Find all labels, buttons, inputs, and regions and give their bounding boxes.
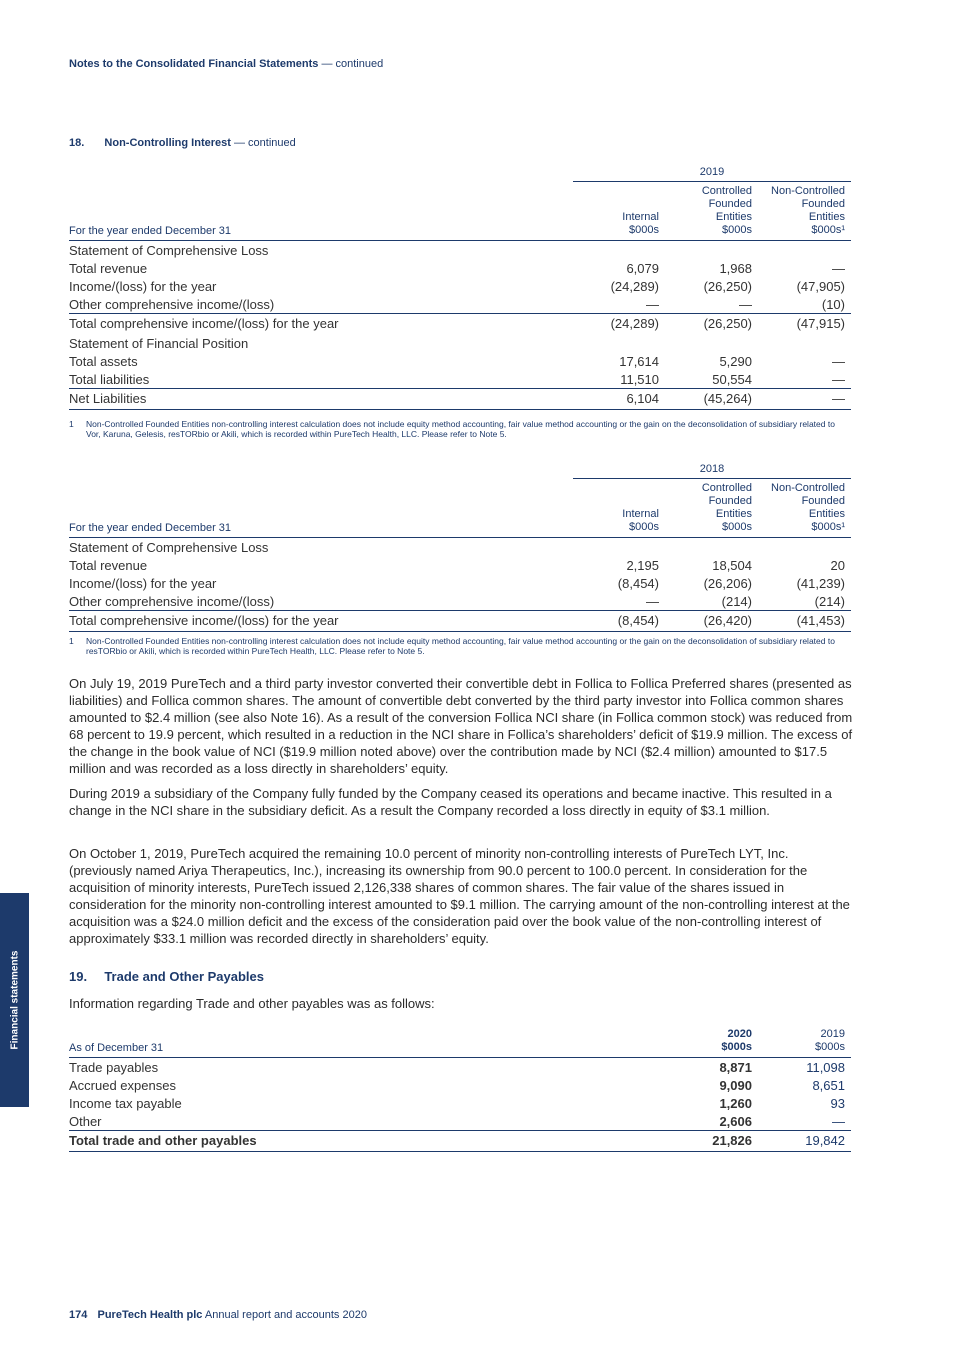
nci-table-2018 bbox=[69, 463, 851, 632]
table-row bbox=[69, 295, 851, 314]
column-header: 2019 $000s bbox=[815, 1028, 845, 1053]
table-row bbox=[69, 352, 851, 370]
year-label: 2018 bbox=[573, 463, 851, 479]
cell-value: (8,454) bbox=[617, 613, 659, 628]
cell-value: — bbox=[832, 1114, 845, 1129]
footnote-number: 1 bbox=[69, 636, 74, 646]
cell-value: — bbox=[832, 354, 845, 369]
row-label: Income/(loss) for the year bbox=[69, 576, 217, 591]
cell-value: — bbox=[832, 391, 845, 406]
row-label: Statement of Financial Position bbox=[69, 336, 249, 351]
table-row bbox=[69, 241, 851, 259]
section-suffix: — continued bbox=[233, 137, 296, 149]
table-row bbox=[69, 574, 851, 592]
section-18-heading bbox=[69, 137, 296, 149]
row-label: Income tax payable bbox=[69, 1096, 182, 1111]
cell-value: (41,453) bbox=[796, 613, 845, 628]
table-row bbox=[69, 611, 851, 632]
row-label: Statement of Comprehensive Loss bbox=[69, 540, 269, 555]
table-row bbox=[69, 1094, 851, 1112]
cell-value: 9,090 bbox=[719, 1078, 752, 1093]
row-label: Income/(loss) for the year bbox=[69, 279, 217, 294]
cell-value: (214) bbox=[814, 594, 845, 609]
column-header: Internal $000s bbox=[622, 508, 659, 533]
row-label: Total comprehensive income/(loss) for the year bbox=[69, 316, 339, 331]
paragraph-follica: On July 19, 2019 PureTech and a third party investor converted their convertible debt in Follica to Follica Preferred shares (presented as liabilities) and Follica common shares. The amount of convertible debt converted by the third party investor into Follica common shares amounted to $2.4 million (see also Note 16). As a result of the conversion Follica NCI share (in Follica common stock) was reduced from 68 percent to 19.9 percent, which resulted in a reduction in the NCI share in Follica’s shareholders’ deficit of $19.9 million. The excess of the change in the book value of NCI ($19.9 million noted above) over the contribution made by NCI ($2.4 million) amounted to $17.5 million and was recorded as a loss directly in shareholders’ equity. bbox=[69, 676, 853, 776]
table-row bbox=[69, 277, 851, 295]
cell-value: 1,968 bbox=[719, 261, 752, 276]
side-tab-label: Financial statements bbox=[9, 950, 21, 1050]
cell-value: (8,454) bbox=[617, 576, 659, 591]
cell-value: 6,079 bbox=[626, 261, 659, 276]
cell-value: — bbox=[832, 372, 845, 387]
section-title: Non-Controlling Interest bbox=[104, 137, 231, 149]
table-header bbox=[69, 479, 851, 538]
section-title: Trade and Other Payables bbox=[104, 969, 265, 984]
header-title: Notes to the Consolidated Financial Statements bbox=[69, 58, 319, 70]
footnote-text: Non-Controlled Founded Entities non-controlling interest calculation does not include equity method accounting, fair value method accounting or the gain on the deconsolidation of subsidiary related to Vor, Karuna, Gelesis, resTORbio or Akili, which is recorded within PureTech Health, LLC. Please refer to Note 5. bbox=[86, 419, 835, 439]
cell-value: 2,606 bbox=[719, 1114, 752, 1129]
column-header: Internal $000s bbox=[622, 211, 659, 236]
row-label: Total revenue bbox=[69, 558, 148, 573]
running-header bbox=[69, 58, 383, 70]
header-suffix: — continued bbox=[321, 58, 384, 70]
cell-value: 8,651 bbox=[812, 1078, 845, 1093]
row-label: Other bbox=[69, 1114, 102, 1129]
table-header bbox=[69, 182, 851, 241]
cell-value: 18,504 bbox=[712, 558, 752, 573]
section-19-intro: Information regarding Trade and other payables was as follows: bbox=[69, 996, 435, 1011]
cell-value: — bbox=[739, 297, 752, 312]
row-label: Total trade and other payables bbox=[69, 1133, 257, 1148]
report-name: Annual report and accounts 2020 bbox=[204, 1309, 367, 1321]
cell-value: (41,239) bbox=[796, 576, 845, 591]
cell-value: 5,290 bbox=[719, 354, 752, 369]
cell-value: — bbox=[646, 297, 659, 312]
table-row bbox=[69, 389, 851, 410]
row-label: Total liabilities bbox=[69, 372, 150, 387]
footnote-2018 bbox=[69, 636, 851, 656]
table-row bbox=[69, 259, 851, 277]
cell-value: 21,826 bbox=[712, 1133, 752, 1148]
cell-value: 17,614 bbox=[619, 354, 659, 369]
year-label: 2019 bbox=[573, 166, 851, 182]
section-number: 19. bbox=[69, 969, 88, 984]
column-header: Non-Controlled Founded Entities $000s¹ bbox=[771, 482, 845, 533]
cell-value: — bbox=[832, 261, 845, 276]
footer bbox=[69, 1309, 367, 1321]
cell-value: 6,104 bbox=[626, 391, 659, 406]
row-label: Total comprehensive income/(loss) for the year bbox=[69, 613, 339, 628]
row-label: Trade payables bbox=[69, 1060, 159, 1075]
nci-table-2019 bbox=[69, 166, 851, 410]
cell-value: 8,871 bbox=[719, 1060, 752, 1075]
cell-value: (26,250) bbox=[703, 316, 752, 331]
column-header: Controlled Founded Entities $000s bbox=[701, 482, 752, 533]
cell-value: 2,195 bbox=[626, 558, 659, 573]
column-header: Non-Controlled Founded Entities $000s¹ bbox=[771, 185, 845, 236]
paragraph-subsidiary: During 2019 a subsidiary of the Company fully funded by the Company ceased its operations and became inactive. This resulted in a change in the NCI share in the subsidiary deficit. As a result the Company recorded a loss directly in equity of $3.1 million. bbox=[69, 786, 832, 818]
cell-value: 11,098 bbox=[806, 1060, 845, 1075]
company-name: PureTech Health plc bbox=[97, 1309, 203, 1321]
cell-value: 19,842 bbox=[805, 1133, 845, 1148]
cell-value: (26,250) bbox=[703, 279, 752, 294]
cell-value: (24,289) bbox=[610, 316, 659, 331]
footnote-number: 1 bbox=[69, 419, 74, 429]
page-number: 174 bbox=[69, 1309, 88, 1321]
cell-value: (24,289) bbox=[610, 279, 659, 294]
table-header bbox=[69, 1028, 851, 1058]
table-row bbox=[69, 370, 851, 389]
row-label-header: For the year ended December 31 bbox=[69, 522, 232, 534]
row-label: Statement of Comprehensive Loss bbox=[69, 243, 269, 258]
column-header: 2020 $000s bbox=[721, 1028, 752, 1053]
cell-value: 50,554 bbox=[712, 372, 752, 387]
table-row bbox=[69, 1058, 851, 1076]
cell-value: (47,905) bbox=[796, 279, 845, 294]
cell-value: 11,510 bbox=[620, 372, 659, 387]
section-19-heading bbox=[69, 969, 264, 984]
cell-value: — bbox=[646, 594, 659, 609]
column-header: Controlled Founded Entities $000s bbox=[701, 185, 752, 236]
section-number: 18. bbox=[69, 137, 85, 149]
row-label-header: For the year ended December 31 bbox=[69, 225, 232, 237]
row-label: Total assets bbox=[69, 354, 138, 369]
row-label: Total revenue bbox=[69, 261, 148, 276]
cell-value: (26,420) bbox=[703, 613, 752, 628]
row-label-header: As of December 31 bbox=[69, 1042, 164, 1054]
table-row bbox=[69, 592, 851, 611]
table-row bbox=[69, 1112, 851, 1131]
row-label: Other comprehensive income/(loss) bbox=[69, 297, 275, 312]
cell-value: (45,264) bbox=[703, 391, 752, 406]
side-tab bbox=[0, 893, 29, 1107]
row-label: Accrued expenses bbox=[69, 1078, 176, 1093]
table-row bbox=[69, 1131, 851, 1152]
cell-value: (26,206) bbox=[703, 576, 752, 591]
cell-value: (10) bbox=[821, 297, 845, 312]
table-row bbox=[69, 314, 851, 334]
payables-table bbox=[69, 1028, 851, 1152]
paragraph-puretech-lyt: On October 1, 2019, PureTech acquired the remaining 10.0 percent of minority non-controlling interests of PureTech LYT, Inc. (previously named Ariya Therapeutics, Inc.), increasing its ownership from 90.0 percent to 100.0 percent. In consideration for the acquisition of minority interests, PureTech issued 2,126,338 shares of common shares. The fair value of the shares issued in consideration for the minority non-controlling interest amounted to $9.1 million. The carrying amount of the non-controlling interest at the acquisition was a $24.0 million deficit and the excess of the consideration paid over the book value of the non-controlling interest of approximately $33.1 million was recorded directly in shareholders’ equity. bbox=[69, 846, 850, 946]
row-label: Other comprehensive income/(loss) bbox=[69, 594, 275, 609]
table-row bbox=[69, 556, 851, 574]
cell-value: 1,260 bbox=[719, 1096, 752, 1111]
cell-value: 20 bbox=[830, 558, 845, 573]
table-row bbox=[69, 1076, 851, 1094]
footnote-text: Non-Controlled Founded Entities non-controlling interest calculation does not include equity method accounting, fair value method accounting or the gain on the deconsolidation of subsidiary related to resTORbio or Akili, which is recorded within PureTech Health, LLC. Please refer to Note 5. bbox=[86, 636, 835, 656]
cell-value: (47,915) bbox=[796, 316, 845, 331]
footnote-2019 bbox=[69, 419, 851, 439]
table-row bbox=[69, 334, 851, 352]
table-row bbox=[69, 538, 851, 556]
cell-value: 93 bbox=[830, 1096, 845, 1111]
cell-value: (214) bbox=[721, 594, 752, 609]
row-label: Net Liabilities bbox=[69, 391, 147, 406]
